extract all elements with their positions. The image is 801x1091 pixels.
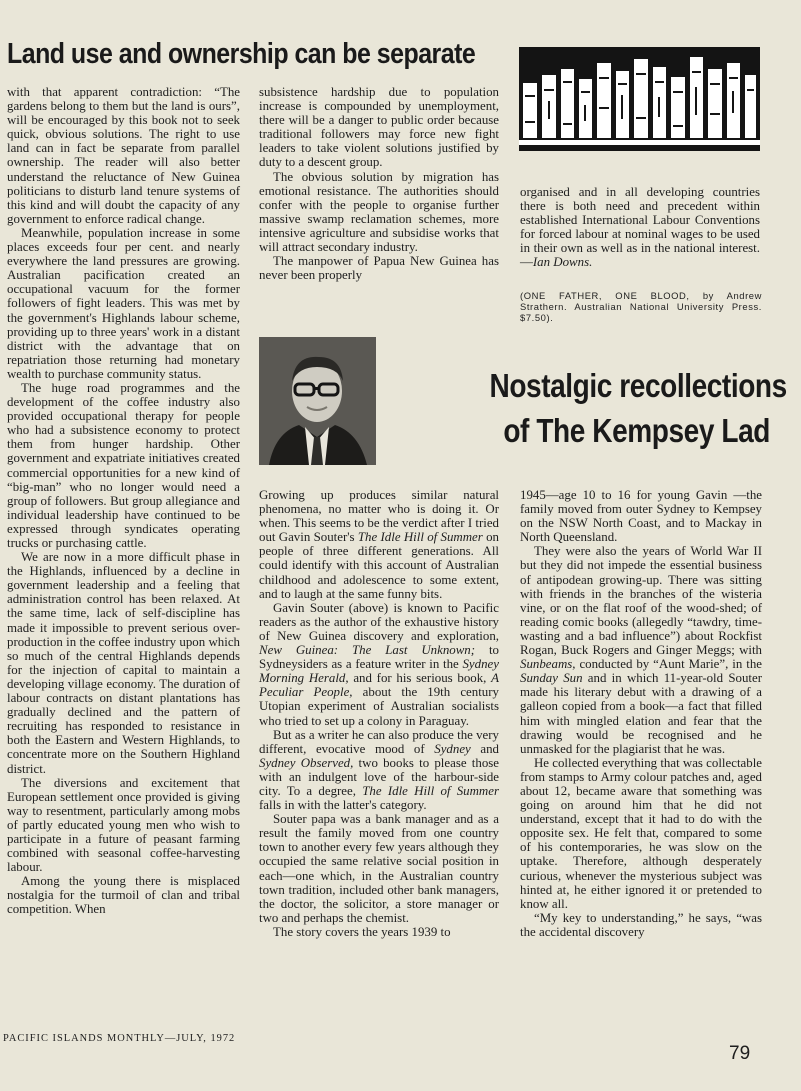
- paragraph: The story covers the years 1939 to: [273, 924, 451, 939]
- book-title: Sydney Observed,: [259, 755, 354, 770]
- paragraph: [259, 601, 499, 728]
- paragraph: 1945—age 10 to 16 for young Gavin —the family moved from outer Sydney to Kempsey on the NSW North Coast, and to Mackay in North Queensland.: [520, 488, 762, 545]
- paragraph: [259, 728, 499, 813]
- books-on-shelf-icon: [519, 47, 760, 151]
- book-title: New Guinea: The Last Unknown;: [259, 643, 476, 658]
- author-portrait-photo: [259, 337, 376, 465]
- text: and: [470, 741, 499, 756]
- headline-line-2: of The Kempsey Lad: [503, 412, 770, 449]
- paragraph: The diversions and excitement that European settlement once provided is giving way to resentment, particularly among mobs of partly educated young men who wish to participate in a future of peasant farming combined with seasonal coffee-harvesting labour.: [7, 775, 240, 875]
- article-column-1: [7, 85, 240, 917]
- article-column-3: [520, 185, 760, 270]
- book-title: A Peculiar People,: [259, 671, 500, 700]
- paragraph: subsistence hardship due to population increase is compounded by unemployment, there will be a danger to public order because traditional followers may force new fight leaders to take violent solutions justified by duty to a descent group.: [259, 85, 499, 170]
- paragraph: The manpower of Papua New Guinea has never been properly: [259, 254, 499, 283]
- paragraph: [259, 488, 499, 601]
- author-signature: Ian Downs.: [532, 255, 593, 270]
- text: They were also the years of World War II but they did not impede the essential business of antipodean growing-up. There was sitting with friends in the branches of the wisteria vine, or on the flat roof of the wood-shed; of reading comic books (allegedly “tawdry, time-wasting and a bad influence”) about Rockfist Rogan, Buck Rogers and Ginger Meggs; with: [520, 544, 762, 658]
- book-title: The Idle Hill of Summer: [362, 783, 499, 798]
- newspaper-title: Sydney Morning Herald,: [259, 657, 499, 686]
- text: Growing up produces similar natural phenomena, no matter who is doing it. Or when. This seems to be the verdict after I tried out Gavin Souter's: [259, 488, 499, 545]
- text: on people of three different generations. All could identify with this account of Australian childhood and adolescence to some extent, and to laugh at the same funny bits.: [259, 530, 499, 601]
- text: and in which 11-year-old Souter made his literary debut with a drawing of a galleon copied from a book—a fact that filled him with mingled elation and fear that the drawing would be recognised and he unmasked for the plagiarist that he was.: [520, 671, 762, 756]
- paragraph: “My key to understanding,” he says, “was the accidental discovery: [520, 910, 762, 939]
- text: But as a writer he can also produce the very different, evocative mood of: [259, 727, 499, 756]
- text: two books to please those with an indulgent love of the harbour-side city. To a degree,: [259, 755, 499, 798]
- paragraph: [520, 185, 760, 270]
- paragraph: Souter papa was a bank manager and as a result the family moved from one country town to another every few years although they occupied the same relative social position in each—one which, in the Australian country town tradition, included other bank managers, the doctor, the solicitor, a store manager or two and perhaps the chemist.: [259, 812, 499, 925]
- text: to Sydneysiders as a feature writer in the: [259, 643, 499, 672]
- paragraph: He collected everything that was collectable from stamps to Army colour patches and, aged about 12, became aware that something was going on around him that he did not understand, except that it had to do with the opposite sex. He felt that, compared to some of his contemporaries, he was slow on the uptake. Therefore, although desperately curious, whenever the mysterious subject was hinted at, he either ignored it or pretended to know all.: [520, 755, 762, 911]
- headline-land-use: Land use and ownership can be separate: [7, 38, 476, 70]
- paragraph: [520, 544, 762, 755]
- footer-publication-line: PACIFIC ISLANDS MONTHLY—JULY, 1972: [3, 1033, 236, 1044]
- text: Gavin Souter (above) is known to Pacific readers as the author of the exhaustive history of New Guinea discovery and exploration,: [259, 600, 499, 643]
- page-number: 79: [729, 1043, 751, 1064]
- text: and for his serious book,: [348, 671, 492, 686]
- newspaper-title: Sunday Sun: [520, 671, 583, 686]
- headline-kempsey-lad: [440, 363, 787, 453]
- text: conducted by “Aunt Marie”, in the: [575, 657, 762, 672]
- paragraph: The huge road programmes and the development of the coffee industry also provided occupational therapy for people who had a subsistence economy to protect them from hunger hardship. Other government and expatriate initiatives created commercial opportunities for a new kind of “big-man” who no longer would need a group of followers. But group allegiance and individual leadership have continued to be expressed through syndicates operating trucks or purchasing cattle.: [7, 380, 240, 550]
- article-column-2: [259, 85, 499, 282]
- paragraph: Among the young there is misplaced nostalgia for the turmoil of clan and tribal competition. When: [7, 874, 240, 917]
- text: about the 19th century Utopian experiment of Australian socialists who tried to set up a colony in Paraguay.: [259, 685, 499, 728]
- book-credit: (ONE FATHER, ONE BLOOD, by Andrew Strathern. Australian National University Press. $7.50).: [520, 290, 762, 323]
- book-title: Sydney: [434, 741, 471, 756]
- text: falls in with the latter's category.: [259, 798, 427, 813]
- paragraph: with that apparent contradiction: “The gardens belong to them but the land is ours”, will be encouraged by this book not to seek quick, obvious solutions. The right to use land can in fact be separate from parallel ownership. The reader will also better understand the reluctance of New Guinea politicians to disturb land tenure systems of this kind and will doubt the capacity of any government to enforce radical change.: [7, 85, 240, 226]
- paragraph: Meanwhile, population increase in some places exceeds four per cent. and nearly everywhere the land pressures are growing. Australian pacification created an occupational vacuum for the former followers of fight leaders. This was met by the government's Highlands labour scheme, providing up to three years' work in a distant district with the advantage that on repatriation those returning had monetary wealth to purchase community status.: [7, 225, 240, 381]
- paragraph: The obvious solution by migration has emotional resistance. The authorities should confer with the people to organise further massive swamp reclamation schemes, more intensive agriculture and subsidise works that will attract secondary industry.: [259, 169, 499, 255]
- article-column-4: [259, 488, 499, 939]
- paragraph-text: organised and in all developing countries there is both need and precedent within established International Labour Conventions for forced labour at nominal wages to be used in their own as well as in the national interest.—: [520, 185, 760, 270]
- headline-line-1: Nostalgic recollections: [489, 367, 787, 404]
- book-title: The Idle Hill of Summer: [357, 530, 483, 545]
- article-column-5: [520, 488, 762, 939]
- paragraph: We are now in a more difficult phase in the Highlands, influenced by a decline in government leadership and a feeling that administration control has been relaxed. At the same time, lack of self-discipline has made it impossible to prevent serious over-production in the coffee industry upon which so much of the central Highlands depends for the injection of capital to maintain a developing village economy. The duration of labour contracts on distant plantations has gradually declined and the pattern of recruiting has responded to resistance in both the Eastern and Western Highlands, to concentrate more on the Southern Highland district.: [7, 550, 240, 776]
- magazine-title: Sunbeams,: [520, 657, 576, 672]
